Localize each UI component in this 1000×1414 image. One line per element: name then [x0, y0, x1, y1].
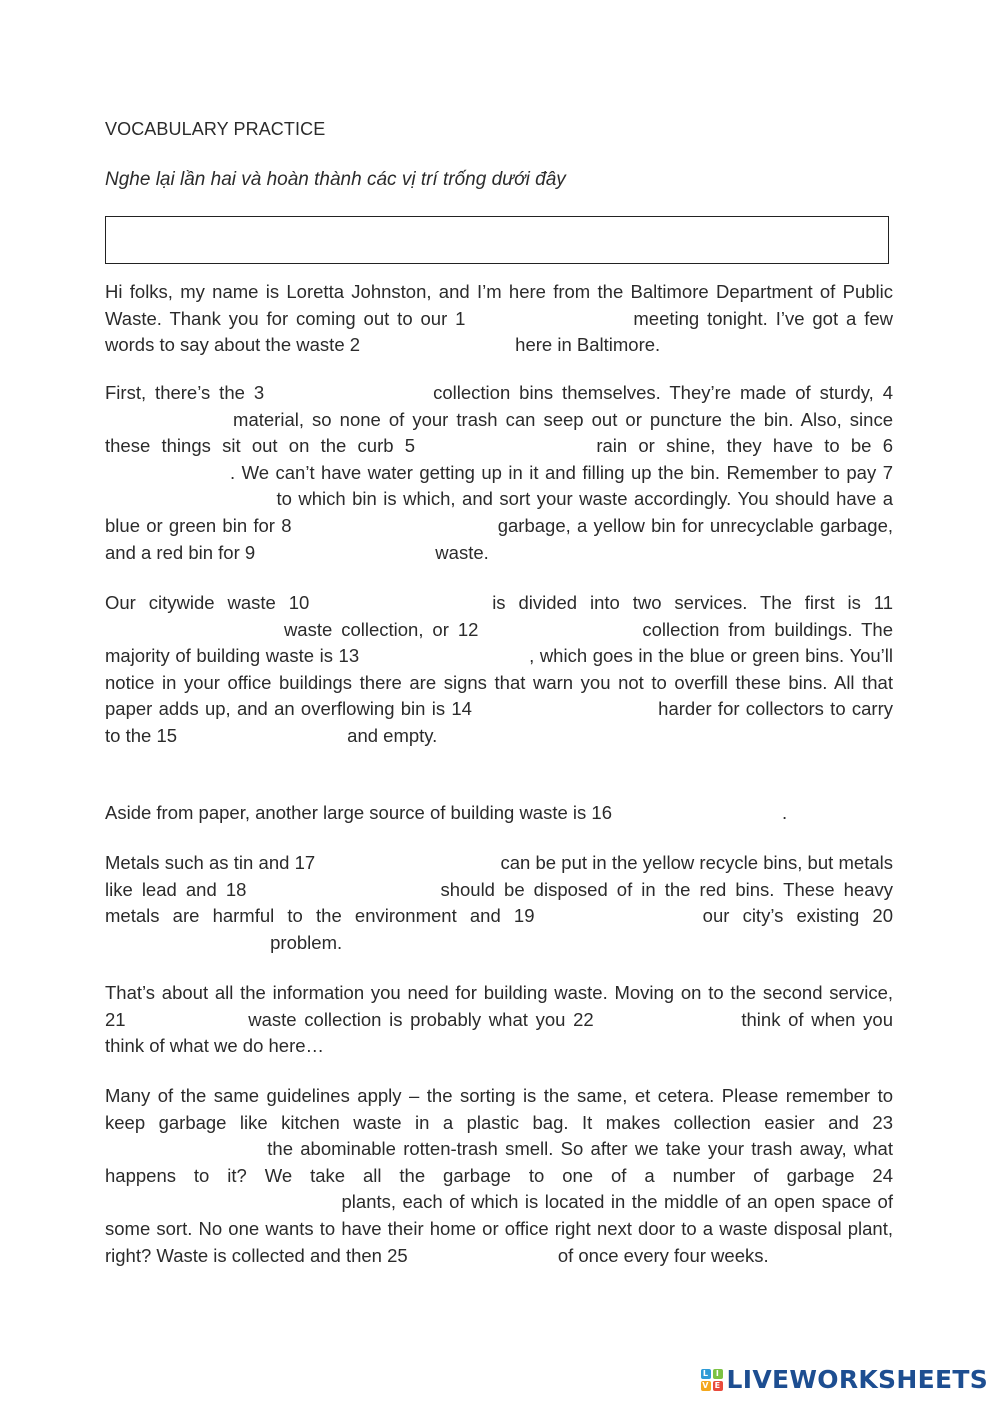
passage-text: collection from buildings. The majority of building waste is: [105, 618, 893, 667]
gap-input-17[interactable]: [315, 851, 495, 869]
passage-text: That’s about all the information you need for building waste. Moving on to the second service,: [105, 982, 893, 1003]
passage-text: collection bins themselves. They’re made of sturdy,: [424, 382, 883, 403]
paragraph-4: [105, 800, 893, 827]
gap-input-13[interactable]: [359, 644, 529, 662]
passage-text: Hi folks, my name is Loretta Johnston, and I’m here from the Baltimore Department of Public Waste. Thank you for coming out to our: [105, 281, 893, 329]
gap-input-15[interactable]: [177, 724, 342, 742]
gap-input-18[interactable]: [246, 878, 431, 896]
gap-input-1[interactable]: [465, 307, 625, 325]
gap-input-9[interactable]: [255, 541, 430, 559]
answer-box[interactable]: [105, 216, 889, 264]
gap-input-12[interactable]: [478, 618, 633, 636]
gap-number-15: 15: [156, 724, 178, 746]
gap-input-7[interactable]: [105, 487, 270, 505]
gap-number-6: 6: [882, 435, 894, 457]
passage-text: our city’s existing: [689, 905, 873, 927]
paragraph-5: [105, 850, 893, 956]
gap-input-20[interactable]: [105, 931, 265, 949]
logo-text: LIVEWORKSHEETS: [726, 1365, 988, 1394]
passage-text: meeting tonight. I’ve got a few words to say about the waste: [105, 307, 893, 356]
paragraph-6: [105, 980, 893, 1060]
gap-number-20: 20: [872, 905, 893, 927]
gap-number-18: 18: [225, 878, 247, 900]
gap-input-3[interactable]: [264, 381, 424, 399]
gap-input-8[interactable]: [291, 514, 491, 532]
passage-text: Many of the same guidelines apply – the sorting is the same, et cetera. Please remember to keep garbage like kitchen waste in a plastic bag. It makes collection easier and: [105, 1085, 893, 1133]
gap-number-21: 21: [105, 1008, 126, 1030]
gap-number-12: 12: [457, 618, 479, 640]
gap-number-22: 22: [573, 1008, 594, 1030]
gap-input-4[interactable]: [105, 408, 225, 426]
passage-text: problem.: [265, 931, 343, 953]
gap-input-24[interactable]: [105, 1190, 335, 1208]
page-heading: VOCABULARY PRACTICE: [105, 119, 326, 139]
passage-text: rain or shine, they have to be: [585, 435, 883, 457]
paragraph-1: [105, 279, 893, 359]
liveworksheets-logo: [701, 1365, 988, 1394]
gap-input-14[interactable]: [472, 697, 652, 715]
gap-number-10: 10: [288, 592, 310, 613]
passage-text: of once every four weeks.: [552, 1244, 769, 1266]
gap-number-25: 25: [387, 1244, 408, 1266]
gap-input-2[interactable]: [360, 333, 510, 351]
passage-text: plants, each of which is located in the middle of an open space of some sort. No one wants to have their home or office right next door to a waste disposal plant, right? Waste is collected and then: [105, 1191, 893, 1266]
logo-letter: L: [701, 1369, 711, 1379]
passage-text: .: [782, 802, 788, 823]
passage-text: to which bin is which, and sort your waste accordingly. You should have a blue or green bin for: [105, 488, 893, 536]
gap-input-6[interactable]: [105, 461, 230, 479]
gap-input-10[interactable]: [309, 591, 479, 609]
gap-input-11[interactable]: [105, 618, 275, 636]
gap-input-16[interactable]: [612, 801, 782, 819]
gap-number-9: 9: [244, 541, 256, 563]
gap-input-25[interactable]: [408, 1244, 553, 1262]
gap-input-19[interactable]: [535, 904, 690, 922]
passage-text: should be disposed of in the red bins. These heavy metals are harmful to the environment and: [105, 878, 894, 927]
gap-input-21[interactable]: [126, 1008, 241, 1026]
gap-number-17: 17: [294, 852, 316, 873]
gap-input-5[interactable]: [415, 434, 585, 452]
instruction-text: Nghe lại lần hai và hoàn thành các vị trí trống dưới đây: [105, 169, 566, 190]
passage-text: think of when you think of what we do here…: [105, 1008, 893, 1057]
passage-text: waste collection is probably what you: [240, 1008, 574, 1030]
logo-letter: I: [713, 1369, 723, 1379]
passage-text: Our citywide waste: [105, 592, 289, 613]
gap-input-23[interactable]: [105, 1137, 260, 1155]
passage-text: is divided into two services. The first is: [479, 592, 874, 613]
passage-text: harder for collectors to carry to the: [105, 698, 893, 746]
gap-input-22[interactable]: [594, 1008, 734, 1026]
passage-text: , which goes in the blue or green bins. You’ll notice in your office buildings there are signs that warn you not to overfill these bins. All that paper adds up, and an overflowing bin is: [105, 645, 893, 720]
gap-number-14: 14: [451, 698, 472, 720]
logo-letter: V: [702, 1380, 709, 1390]
passage-text: the abominable rotten-trash smell. So after we take your trash away, what happens to it? We take all the garbage to one of a number of garbage: [105, 1138, 893, 1186]
gap-number-1: 1: [455, 307, 466, 329]
gap-number-23: 23: [872, 1111, 893, 1133]
passage-text: waste.: [430, 541, 489, 563]
passage-text: material, so none of your trash can seep out or puncture the bin. Also, since these things sit out on the curb: [105, 408, 893, 457]
gap-number-2: 2: [349, 334, 361, 356]
paragraph-7: [105, 1083, 893, 1269]
passage-text: and empty.: [342, 724, 438, 746]
gap-number-19: 19: [513, 905, 535, 927]
passage-text: Metals such as tin and: [105, 852, 295, 873]
logo-letter: E: [713, 1381, 723, 1391]
paragraph-3: [105, 590, 893, 750]
gap-number-4: 4: [882, 382, 894, 403]
gap-number-13: 13: [338, 645, 360, 667]
logo-mark-icon: [701, 1369, 723, 1391]
paragraph-2: [105, 380, 893, 566]
gap-number-8: 8: [281, 514, 292, 536]
passage-text: Aside from paper, another large source of building waste is: [105, 802, 592, 823]
gap-number-5: 5: [404, 435, 416, 457]
passage-text: here in Baltimore.: [510, 334, 661, 356]
gap-number-7: 7: [882, 461, 893, 483]
gap-number-16: 16: [591, 802, 612, 823]
passage-text: First, there’s the: [105, 382, 254, 403]
passage-text: . We can’t have water getting up in it and filling up the bin. Remember to pay: [230, 461, 883, 483]
passage-text: garbage, a yellow bin for unrecyclable garbage, and a red bin for: [105, 514, 894, 563]
passage-text: waste collection, or: [275, 618, 458, 640]
passage-text: can be put in the yellow recycle bins, but metals like lead and: [105, 852, 893, 900]
gap-number-24: 24: [872, 1164, 893, 1186]
gap-number-3: 3: [253, 382, 265, 403]
gap-number-11: 11: [873, 592, 893, 613]
